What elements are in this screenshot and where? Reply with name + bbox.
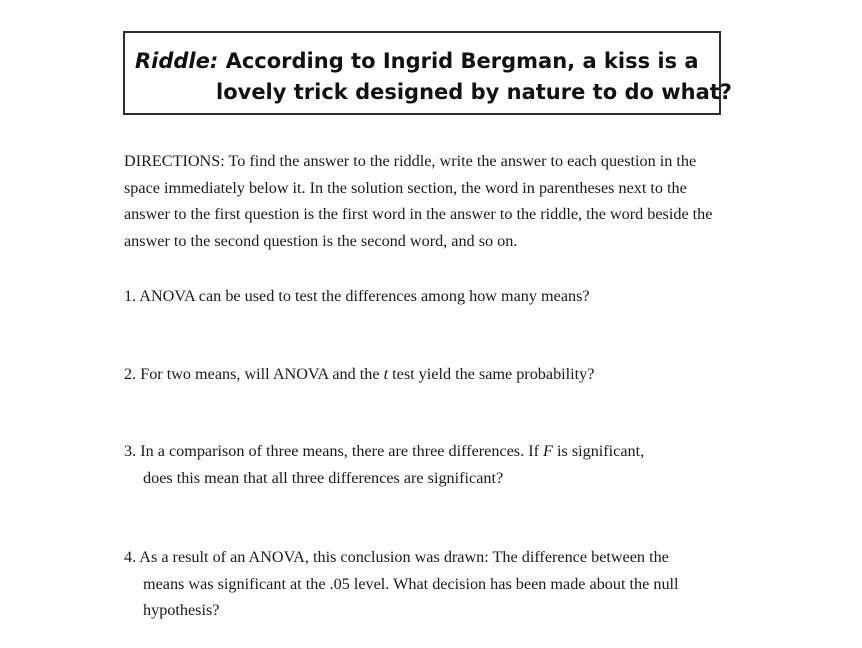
question-3 [124,438,736,491]
question-2-text-after: test yield the same probability? [388,365,595,383]
riddle-text-line-2: lovely trick designed by nature to do what? [216,80,732,104]
question-2-text-before: 2. For two means, will ANOVA and the [124,365,384,383]
question-1 [124,283,736,310]
riddle-line-1 [135,46,699,77]
question-2-italic-t: t [383,365,389,383]
question-2 [124,361,736,388]
question-4 [124,544,736,624]
question-3-italic-f: F [543,442,553,460]
question-3-line-1-before: 3. In a comparison of three means, there are three differences. If [124,442,544,460]
riddle-text-line-1: According to Ingrid Bergman, a kiss is a [225,49,699,73]
riddle-label: Riddle: [135,49,219,73]
directions-paragraph: DIRECTIONS: To find the answer to the riddle, write the answer to each question in the space immediately below it. In the solution section, the word in parentheses next to the answer to the first question is the first word in the answer to the riddle, the word beside the answer to the second question is the second word, and so on. [124,152,713,250]
question-3-line-1-after: is significant, [552,442,645,460]
question-4-line-3: hypothesis? [143,601,220,619]
question-3-line-2: does this mean that all three differences are significant? [143,468,504,487]
question-4-line-1: 4. As a result of an ANOVA, this conclusion was drawn: The difference between the [124,548,669,566]
question-4-line-2: means was significant at the .05 level. What decision has been made about the null [143,574,679,593]
question-1-text: 1. ANOVA can be used to test the differences among how many means? [124,287,590,305]
riddle-box [123,31,732,115]
